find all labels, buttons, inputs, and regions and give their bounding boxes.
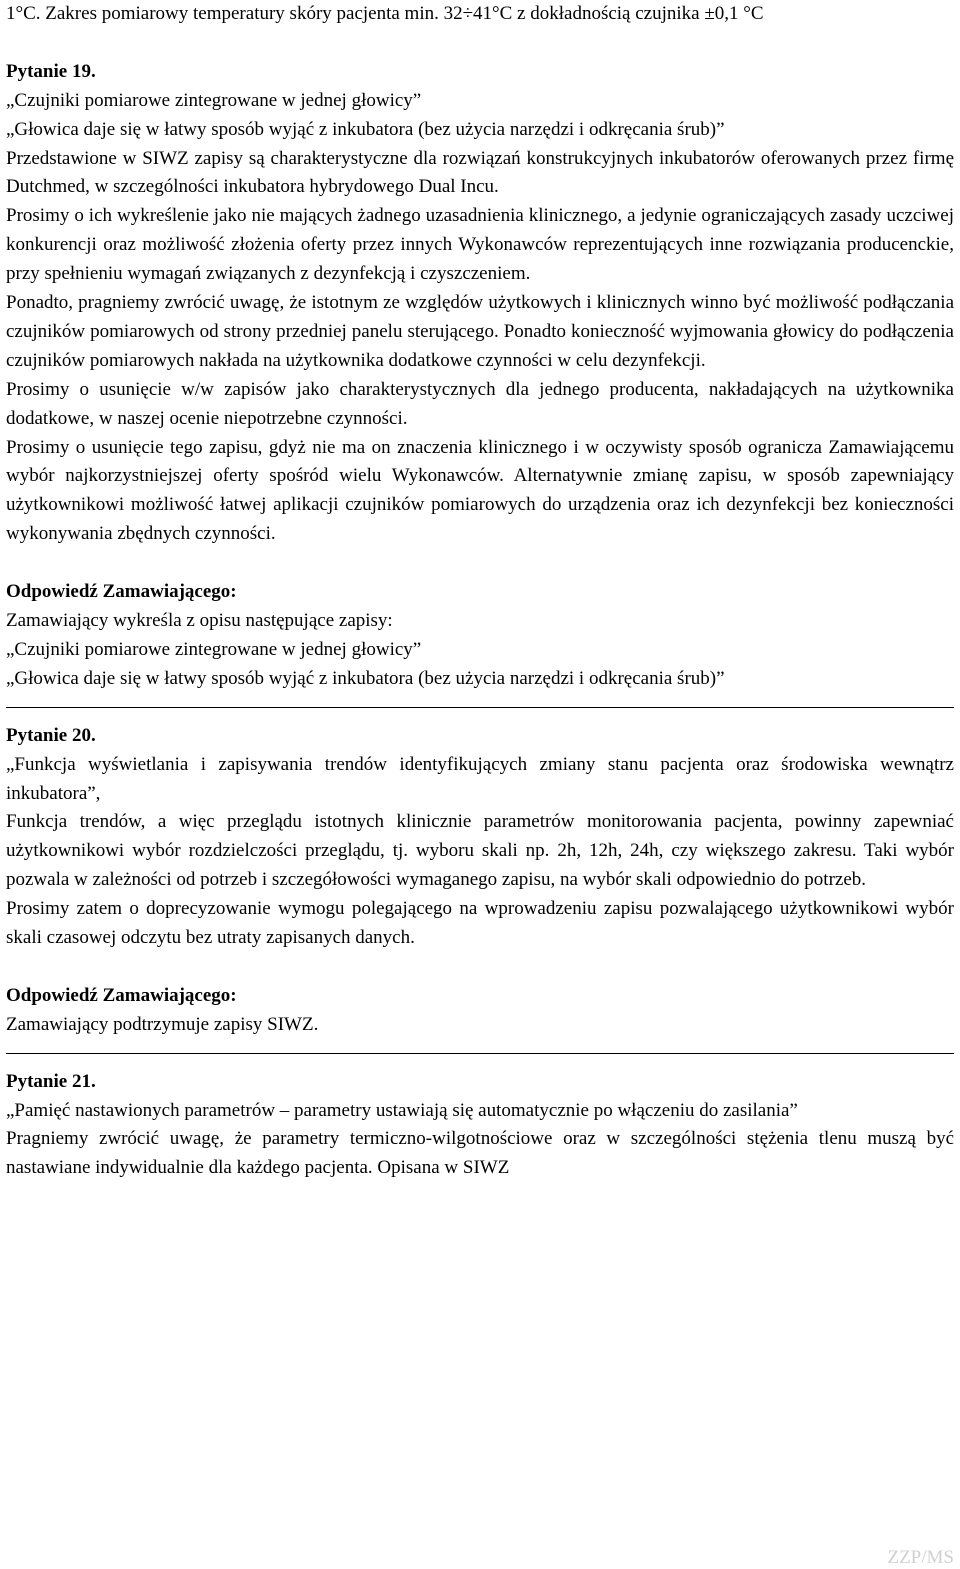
q19-quote-2: „Głowica daje się w łatwy sposób wyjąć z inkubatora (bez użycia narzędzi i odkręcania śrub)” [6,118,725,140]
q19-quote-1: „Czujniki pomiarowe zintegrowane w jednej głowicy” [6,89,422,111]
q20-paragraph-1: Funkcja trendów, a więc przeglądu istotnych klinicznie parametrów monitorowania pacjenta, powinny zapewniać użytkownikowi wybór rozdzielczości przeglądu, tj. wyboru skali np. 2h, 12h, 24h, czy większego zakresu. Taki wybór pozwala w zależności od potrzeb i szczegółowości wymaganego zapisu, na wybór skali odpowiednio do potrzeb. [6,811,954,891]
document-body [6,0,954,1183]
q21-paragraph-1: Pragniemy zwrócić uwagę, że parametry termiczno-wilgotnościowe oraz w szczególności stężenia tlenu muszą być nastawiane indywidualnie dla każdego pacjenta. Opisana w SIWZ [6,1128,954,1179]
q19-answer-quote-2: „Głowica daje się w łatwy sposób wyjąć z inkubatora (bez użycia narzędzi i odkręcania śrub)” [6,667,725,689]
question-21-heading: Pytanie 21. [6,1070,96,1092]
q21-quote: „Pamięć nastawionych parametrów – parametry ustawiają się automatycznie po włączeniu do zasilania” [6,1099,798,1121]
q20-paragraph-2: Prosimy zatem o doprecyzowanie wymogu polegającego na wprowadzeniu zapisu pozwalającego użytkownikowi wybór skali czasowej odczytu bez utraty zapisanych danych. [6,898,954,949]
q19-answer-quote-1: „Czujniki pomiarowe zintegrowane w jednej głowicy” [6,638,422,660]
q18-tail-text: 1°C. Zakres pomiarowy temperatury skóry pacjenta min. 32÷41°C z dokładnością czujnika ±0,1 °C [6,3,764,24]
section-divider [6,1053,954,1054]
spacer [6,953,954,982]
spacer [6,549,954,578]
q19-answer-intro: Zamawiający wykreśla z opisu następujące zapisy: [6,610,393,631]
spacer [6,29,954,58]
question-19-heading: Pytanie 19. [6,60,96,82]
watermark: ZZP/MS [887,1547,954,1568]
q20-answer: Zamawiający podtrzymuje zapisy SIWZ. [6,1013,319,1035]
q20-quote: „Funkcja wyświetlania i zapisywania trendów identyfikujących zmiany stanu pacjenta oraz środowiska wewnątrz inkubatora”, [6,753,954,804]
q19-paragraph-2: Prosimy o ich wykreślenie jako nie mających żadnego uzasadnienia klinicznego, a jedynie ograniczających zasady uczciwej konkurencji oraz możliwość złożenia oferty przez innych Wykonawców reprezentujących inne rozwiązania producenckie, przy spełnieniu wymagań związanych z dezynfekcją i czyszczeniem. [6,205,954,285]
q19-paragraph-3: Ponadto, pragniemy zwrócić uwagę, że istotnym ze względów użytkowych i klinicznych winno być możliwość podłączania czujników pomiarowych od strony przedniej panelu sterującego. Ponadto konieczność wyjmowania głowicy do podłączenia czujników pomiarowych nakłada na użytkownika dodatkowe czynności w celu dezynfekcji. [6,292,954,371]
question-20-heading: Pytanie 20. [6,724,96,746]
q20-answer-label: Odpowiedź Zamawiającego: [6,984,237,1006]
q19-paragraph-5: Prosimy o usunięcie tego zapisu, gdyż nie ma on znaczenia klinicznego i w oczywisty sposób ogranicza Zamawiającemu wybór najkorzystniejszej oferty spośród wielu Wykonawców. Alternatywnie zmianę zapisu, w sposób zapewniający użytkownikowi możliwość łatwej aplikacji czujników pomiarowych do urządzenia oraz ich dezynfekcji bez konieczności wykonywania zbędnych czynności. [6,436,954,545]
q19-paragraph-4: Prosimy o usunięcie w/w zapisów jako charakterystycznych dla jednego producenta, nakładających na użytkownika dodatkowe, w naszej ocenie niepotrzebne czynności. [6,378,954,429]
q19-answer-label: Odpowiedź Zamawiającego: [6,581,237,603]
q19-paragraph-1: Przedstawione w SIWZ zapisy są charakterystyczne dla rozwiązań konstrukcyjnych inkubatorów oferowanych przez firmę Dutchmed, w szczególności inkubatora hybrydowego Dual Incu. [6,147,954,198]
section-divider [6,707,954,708]
